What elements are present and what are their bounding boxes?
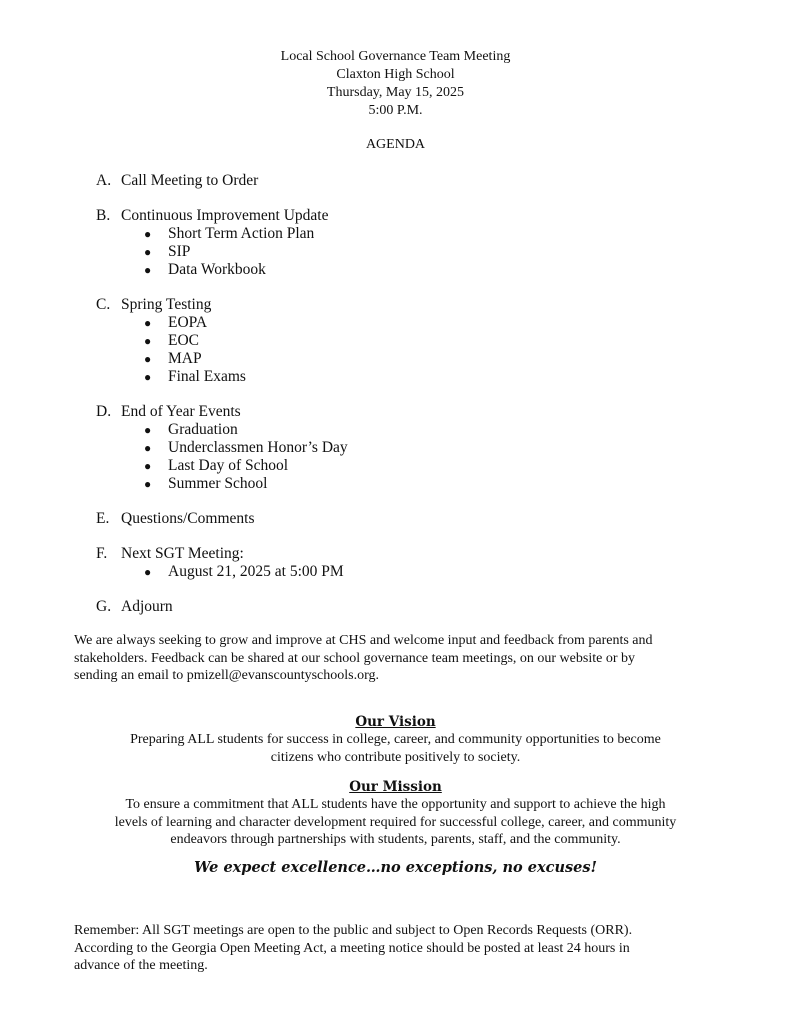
meeting-title: Local School Governance Team Meeting: [280, 49, 511, 64]
mission-section: Our Mission To ensure a commitment that ALL students have the opportunity and support to achieve the high levels of learning and character development required for successful college, career, and community endeavors through partnerships with students, parents, staff, and the community.: [0, 779, 791, 849]
sub-item: ● SIP: [144, 243, 191, 260]
agenda-item-b: [96, 207, 736, 279]
agenda-item-a: [96, 172, 736, 190]
agenda-letter: D.: [96, 403, 112, 420]
agenda-item-f: [96, 545, 736, 581]
feedback-paragraph: We are always seeking to grow and improve at CHS and welcome input and feedback from parents and stakeholders. Feedback can be shared at our school governance team meetings, on our website or by sending an email to pmizell@evanscountyschools.org.: [74, 633, 653, 683]
sub-item: ● Short Term Action Plan: [144, 225, 315, 242]
meeting-header: [0, 48, 791, 120]
sub-item: ● Last Day of School: [144, 457, 289, 474]
bullet-icon: ●: [144, 263, 152, 277]
sub-item: ● Graduation: [144, 421, 238, 438]
agenda-list: [96, 172, 736, 633]
vision-heading: Our Vision: [355, 714, 436, 730]
agenda-letter: C.: [96, 296, 111, 313]
agenda-item-label: Questions/Comments: [121, 510, 255, 527]
motto: We expect excellence…no exceptions, no excuses!: [194, 859, 597, 876]
bullet-icon: ●: [144, 316, 152, 330]
vision-section: Our Vision Preparing ALL students for success in college, career, and community opportunities to become citizens who contribute positively to society.: [0, 714, 791, 766]
sub-item: ● Final Exams: [144, 368, 246, 385]
sub-item: ● MAP: [144, 350, 202, 367]
meeting-date: Thursday, May 15, 2025: [326, 85, 465, 100]
agenda-title: AGENDA: [365, 137, 426, 152]
bullet-icon: ●: [144, 352, 152, 366]
bullet-icon: ●: [144, 477, 152, 491]
bullet-icon: ●: [144, 423, 152, 437]
agenda-item-label: Adjourn: [121, 598, 173, 615]
meeting-time: 5:00 P.M.: [368, 103, 423, 118]
agenda-item-g: [96, 598, 736, 616]
sub-item: ● Underclassmen Honor’s Day: [144, 439, 348, 456]
agenda-letter: G.: [96, 598, 112, 615]
agenda-item-label: Continuous Improvement Update: [121, 207, 329, 224]
agenda-item-label: End of Year Events: [121, 403, 241, 420]
bullet-icon: ●: [144, 370, 152, 384]
sub-item: ● Summer School: [144, 475, 268, 492]
agenda-item-c: [96, 296, 736, 386]
agenda-item-label: Next SGT Meeting:: [121, 545, 244, 562]
agenda-item-e: [96, 510, 736, 528]
sub-item: ● Data Workbook: [144, 261, 266, 278]
agenda-letter: F.: [96, 545, 108, 562]
mission-heading: Our Mission: [349, 779, 442, 795]
sub-item: ● EOC: [144, 332, 199, 349]
agenda-item-label: Spring Testing: [121, 296, 212, 313]
agenda-letter: B.: [96, 207, 111, 224]
agenda-item-label: Call Meeting to Order: [121, 172, 259, 189]
bullet-icon: ●: [144, 441, 152, 455]
bullet-icon: ●: [144, 227, 152, 241]
bullet-icon: ●: [144, 245, 152, 259]
bullet-icon: ●: [144, 459, 152, 473]
agenda-letter: A.: [96, 172, 112, 189]
sub-item: ● August 21, 2025 at 5:00 PM: [144, 563, 344, 580]
school-name: Claxton High School: [336, 67, 455, 82]
agenda-letter: E.: [96, 510, 110, 527]
agenda-item-d: [96, 403, 736, 493]
bullet-icon: ●: [144, 565, 152, 579]
sub-item: ● EOPA: [144, 314, 208, 331]
bullet-icon: ●: [144, 334, 152, 348]
remember-paragraph: Remember: All SGT meetings are open to the public and subject to Open Records Requests (ORR). According to the Georgia Open Meeting Act, a meeting notice should be posted at least 24 hours in advance of the meeting.: [74, 923, 633, 973]
